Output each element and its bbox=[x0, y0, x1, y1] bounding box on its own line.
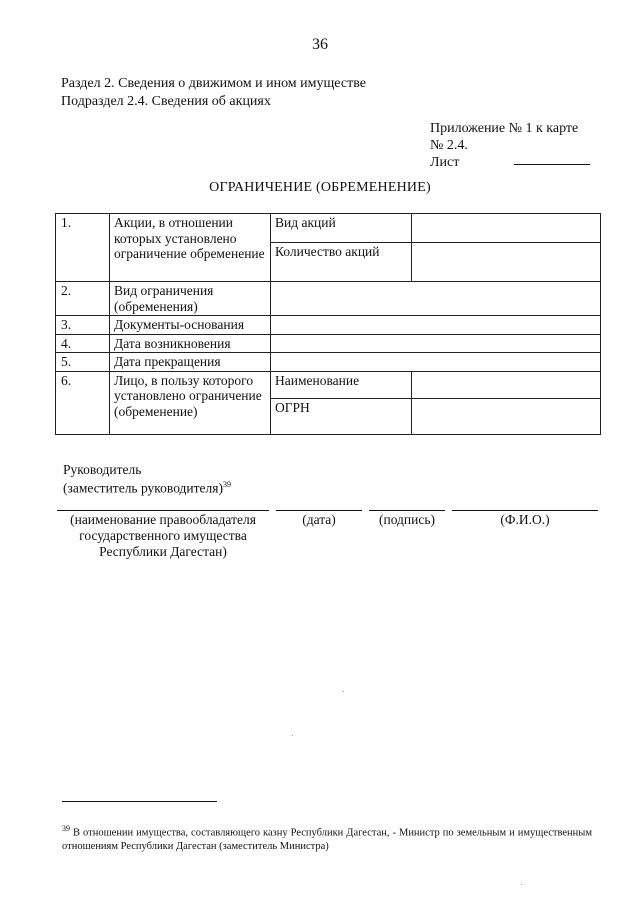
value-cell[interactable] bbox=[412, 371, 601, 398]
value-cell[interactable] bbox=[412, 243, 601, 282]
caption-fio: (Ф.И.О.) bbox=[500, 512, 550, 527]
signature-line-fio bbox=[452, 510, 598, 511]
value-cell[interactable] bbox=[412, 214, 601, 243]
signature-line-signature bbox=[369, 510, 445, 511]
row-number: 1. bbox=[56, 214, 110, 282]
row-label: Дата возникновения bbox=[110, 334, 271, 353]
scan-dot bbox=[292, 735, 293, 736]
table-row bbox=[56, 353, 601, 372]
appendix-line-1: Приложение № 1 к карте bbox=[430, 121, 579, 136]
sub-label: Вид акций bbox=[271, 214, 412, 243]
signature-line-name bbox=[57, 510, 269, 511]
row-number: 4. bbox=[56, 334, 110, 353]
caption-name: (наименование правообладателя государственного имущества Республики Дагестан) bbox=[70, 512, 256, 559]
row-number: 5. bbox=[56, 353, 110, 372]
signer-title: Руководитель bbox=[63, 462, 142, 477]
row-number: 6. bbox=[56, 371, 110, 434]
value-cell[interactable] bbox=[412, 398, 601, 434]
caption-signature: (подпись) bbox=[378, 512, 436, 527]
appendix-line-3: Лист bbox=[430, 155, 460, 170]
row-label: Акции, в отношении которых установлено ограничение обременение bbox=[110, 214, 271, 282]
scan-dot bbox=[343, 691, 344, 692]
footnote bbox=[62, 822, 592, 853]
page-number: 36 bbox=[312, 36, 328, 53]
document-title: ОГРАНИЧЕНИЕ (ОБРЕМЕНЕНИЕ) bbox=[209, 180, 431, 195]
row-label: Дата прекращения bbox=[110, 353, 271, 372]
footnote-text: В отношении имущества, составляющего казну Республики Дагестан, - Министр по земельным и имущественным отношениям Республики Дагестан (заместитель Министра) bbox=[62, 827, 592, 852]
table-row bbox=[56, 282, 601, 316]
footnote-number: 39 bbox=[62, 824, 70, 833]
value-cell[interactable] bbox=[271, 316, 601, 335]
table-row bbox=[56, 371, 601, 398]
value-cell[interactable] bbox=[271, 353, 601, 372]
signer-subtitle bbox=[63, 480, 231, 497]
signature-line-date bbox=[276, 510, 362, 511]
row-number: 3. bbox=[56, 316, 110, 335]
row-number: 2. bbox=[56, 282, 110, 316]
row-label: Вид ограничения (обременения) bbox=[110, 282, 271, 316]
appendix-line-2: № 2.4. bbox=[430, 138, 468, 153]
subsection-heading: Подраздел 2.4. Сведения об акциях bbox=[61, 94, 271, 109]
sheet-number-blank bbox=[514, 164, 590, 165]
section-heading: Раздел 2. Сведения о движимом и ином имуществе bbox=[61, 76, 366, 91]
caption-date: (дата) bbox=[302, 512, 336, 527]
sub-label: ОГРН bbox=[271, 398, 412, 434]
signer-subtitle-text: (заместитель руководителя) bbox=[63, 480, 223, 496]
footnote-ref: 39 bbox=[222, 480, 231, 489]
sub-label: Наименование bbox=[271, 371, 412, 398]
footnote-rule bbox=[62, 801, 217, 802]
scan-dot bbox=[521, 884, 522, 885]
table-row bbox=[56, 316, 601, 335]
table-row bbox=[56, 334, 601, 353]
value-cell[interactable] bbox=[271, 282, 601, 316]
sub-label: Количество акций bbox=[271, 243, 412, 282]
row-label: Лицо, в пользу которого установлено ограничение (обременение) bbox=[110, 371, 271, 434]
table-row bbox=[56, 214, 601, 243]
encumbrance-table bbox=[55, 213, 601, 435]
value-cell[interactable] bbox=[271, 334, 601, 353]
row-label: Документы-основания bbox=[110, 316, 271, 335]
